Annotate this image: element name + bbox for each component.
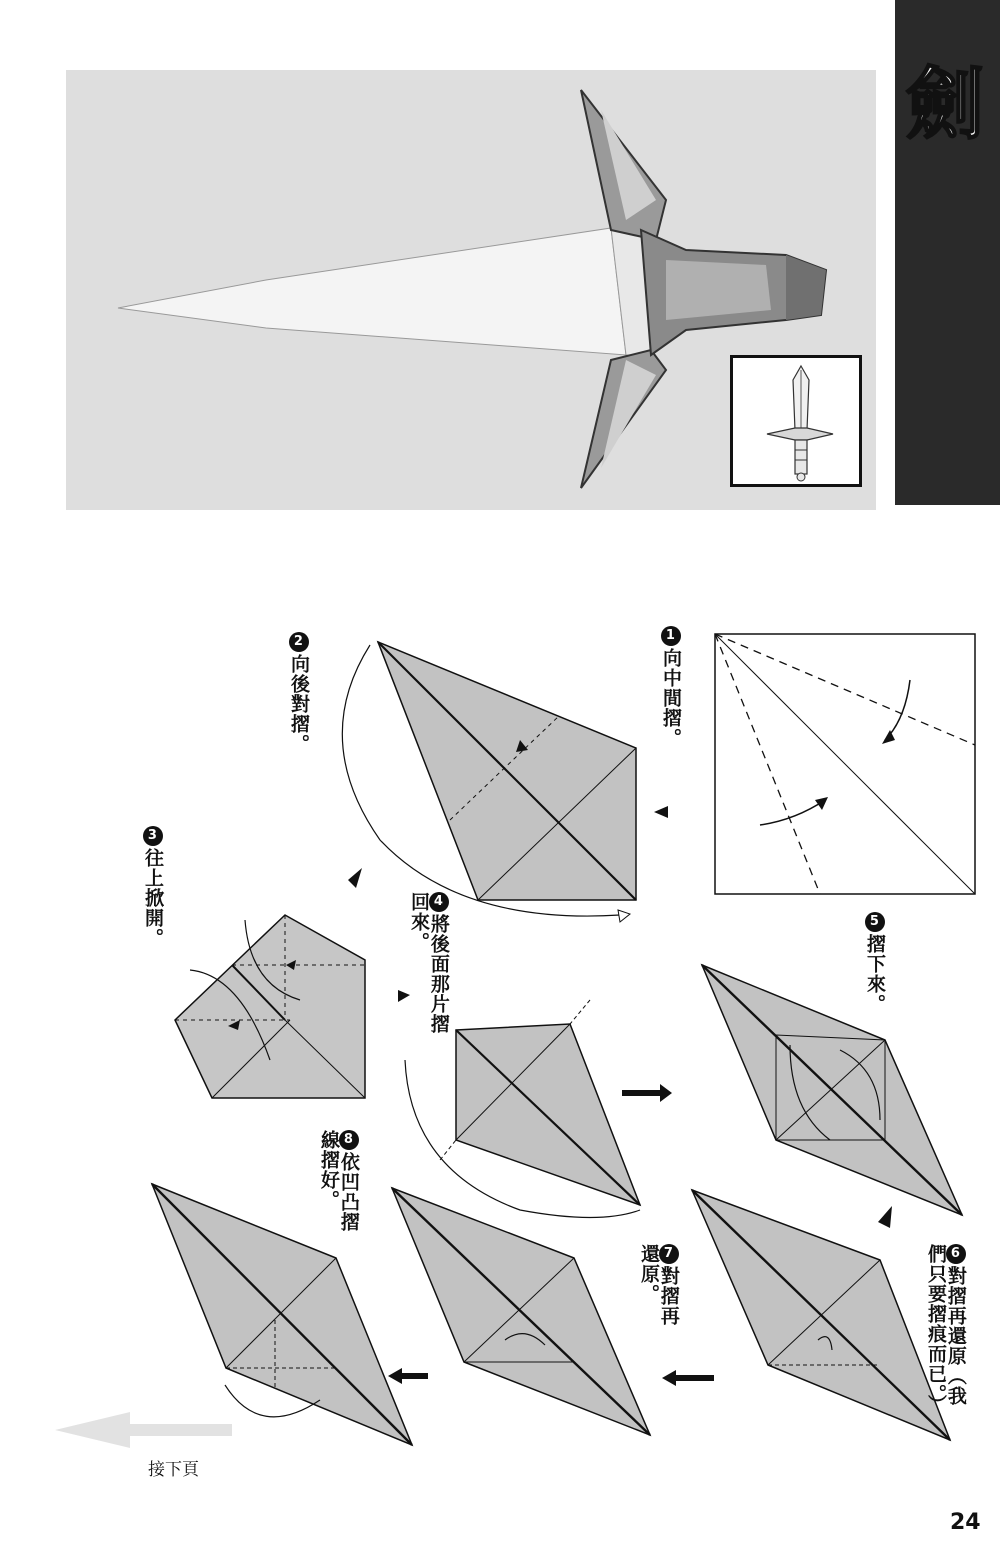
next-page-arrow-icon (55, 1412, 232, 1448)
step-7-diagram (392, 1188, 650, 1435)
page-number: 24 (950, 1510, 981, 1535)
arrow-icon (662, 1370, 714, 1386)
step-5-instruction: 5摺下來。 (863, 914, 886, 1014)
arrow-icon (654, 806, 668, 818)
step-8-instruction: 8依凹凸摺線摺好。 (317, 1130, 360, 1232)
arrow-icon (388, 1368, 428, 1384)
step-1-instruction: 1向中間摺。 (659, 628, 682, 748)
step-6-instruction: 6對摺再還原（我們只要摺痕而已。） (924, 1244, 967, 1415)
arrow-icon (878, 1206, 892, 1228)
next-page-label: 接下頁 (148, 1460, 199, 1480)
step-3-instruction: 3往上掀開。 (141, 828, 164, 948)
step-7-instruction: 7對摺再還原。 (637, 1244, 680, 1326)
step-6-diagram (692, 1190, 950, 1440)
page-title: 劍 (905, 60, 984, 150)
step-8-diagram (152, 1184, 412, 1445)
step-2-diagram (342, 642, 636, 922)
step-5-diagram (702, 965, 962, 1215)
arrow-icon (348, 868, 362, 888)
step-1-diagram (715, 634, 975, 894)
step-2-instruction: 2向後對摺。 (287, 634, 310, 754)
arrow-icon (622, 1084, 672, 1102)
step-3-diagram (175, 915, 365, 1098)
step-4-instruction: 4將後面那片摺回來。 (407, 892, 450, 1034)
